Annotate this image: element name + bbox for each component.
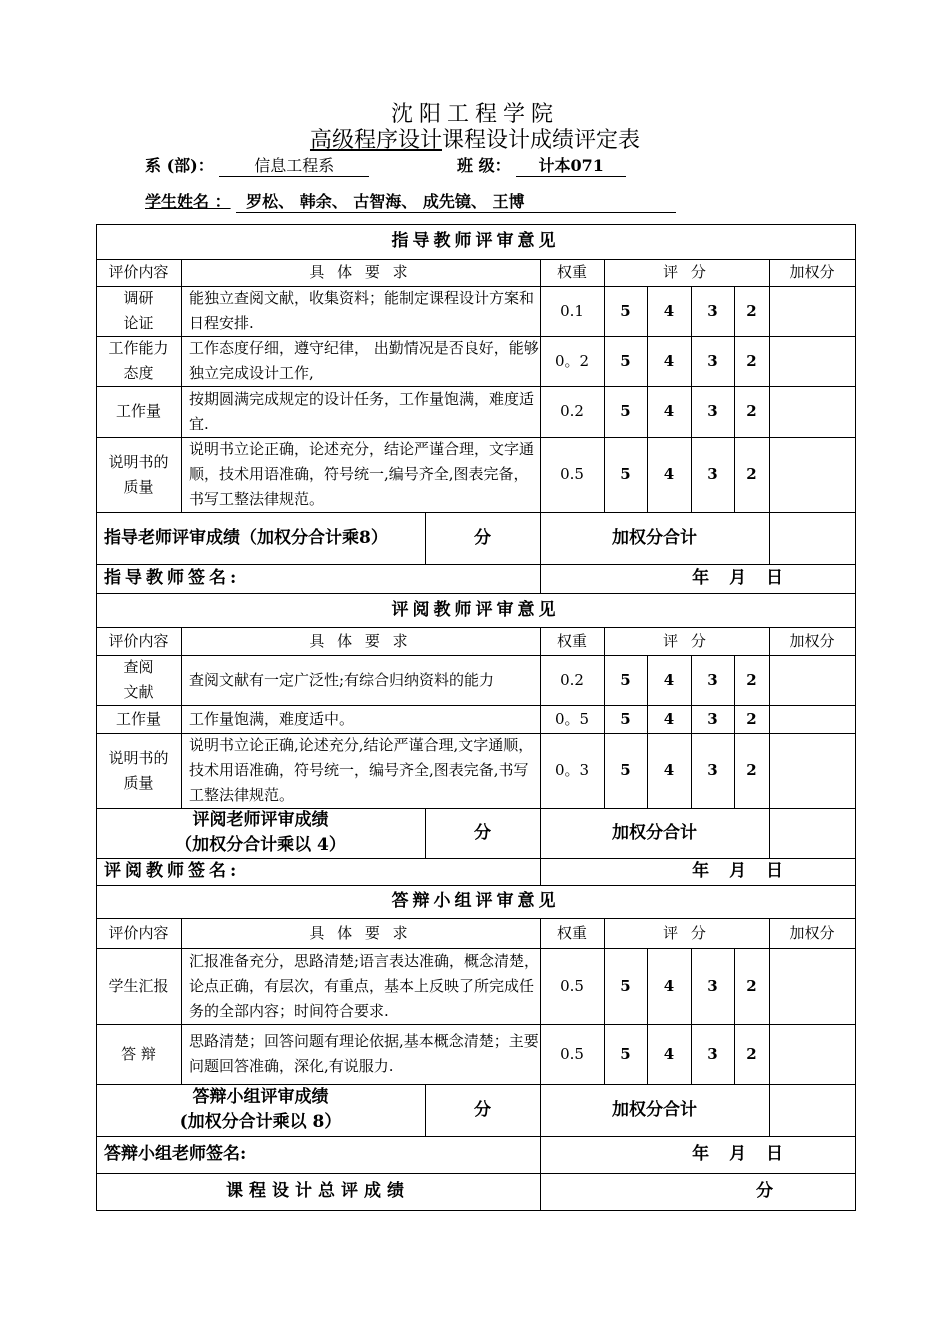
defense-score-option: 3 bbox=[707, 976, 718, 995]
defense-col-content: 评价内容 bbox=[108, 923, 169, 942]
table-rule bbox=[855, 1024, 856, 1085]
table-rule bbox=[734, 705, 735, 734]
table-rule bbox=[855, 1084, 856, 1137]
table-rule bbox=[604, 1024, 605, 1085]
advisor-col-requirement: 具 体 要 求 bbox=[309, 263, 412, 281]
advisor-row-weight: 0.1 bbox=[560, 301, 584, 320]
table-rule bbox=[734, 948, 735, 1025]
table-rule bbox=[96, 593, 97, 628]
advisor-score-option: 2 bbox=[746, 465, 757, 483]
reviewer-date: 年 月 日 bbox=[692, 861, 783, 881]
table-rule bbox=[181, 386, 182, 438]
table-rule bbox=[96, 858, 97, 886]
table-rule bbox=[604, 918, 605, 949]
defense-section-title: 答辩小组评审意见 bbox=[391, 891, 560, 911]
reviewer-grade-points: 分 bbox=[474, 822, 491, 843]
table-rule bbox=[604, 286, 605, 337]
table-rule bbox=[96, 655, 97, 706]
defense-row-item: 答 辩 bbox=[121, 1044, 156, 1063]
table-rule bbox=[181, 1024, 182, 1085]
table-rule bbox=[691, 948, 692, 1025]
advisor-score-option: 3 bbox=[707, 465, 718, 483]
advisor-section-title: 指导教师评审意见 bbox=[391, 231, 560, 251]
reviewer-row-weight: 0。3 bbox=[554, 761, 590, 779]
reviewer-col-weighted: 加权分 bbox=[789, 631, 835, 650]
table-rule bbox=[96, 564, 97, 594]
table-rule bbox=[540, 1084, 541, 1137]
table-rule bbox=[96, 386, 97, 438]
defense-score-option: 5 bbox=[620, 1044, 631, 1063]
reviewer-col-score: 评 分 bbox=[663, 631, 710, 650]
reviewer-score-option: 3 bbox=[707, 670, 718, 689]
defense-weighted-total: 加权分合计 bbox=[612, 1099, 697, 1120]
table-rule bbox=[855, 336, 856, 387]
reviewer-weighted-total-value bbox=[769, 808, 855, 858]
reviewer-score-option: 5 bbox=[620, 709, 631, 728]
table-rule bbox=[769, 437, 770, 513]
reviewer-row-weight: 0.2 bbox=[560, 670, 584, 689]
reviewer-col-weight: 权重 bbox=[556, 631, 587, 650]
reviewer-signature-label: 评阅教师签名: bbox=[104, 861, 241, 881]
table-rule bbox=[647, 733, 648, 809]
table-rule bbox=[604, 386, 605, 438]
defense-score-option: 5 bbox=[620, 976, 631, 995]
table-rule bbox=[96, 918, 97, 949]
table-rule bbox=[181, 733, 182, 809]
table-rule bbox=[604, 948, 605, 1025]
table-rule bbox=[181, 437, 182, 513]
table-rule bbox=[96, 512, 97, 565]
advisor-row-requirement: 按期圆满完成规定的设计任务，工作量饱满，难度适宜. bbox=[189, 389, 535, 433]
advisor-score-option: 3 bbox=[707, 351, 718, 370]
table-rule bbox=[691, 286, 692, 337]
table-rule bbox=[96, 1210, 856, 1211]
table-rule bbox=[769, 1024, 770, 1085]
table-rule bbox=[855, 1173, 856, 1211]
table-rule bbox=[855, 437, 856, 513]
table-rule bbox=[691, 336, 692, 387]
table-rule bbox=[181, 336, 182, 387]
table-rule bbox=[647, 1024, 648, 1085]
dept-value: 信息工程系 bbox=[219, 153, 369, 177]
table-rule bbox=[855, 655, 856, 706]
reviewer-weighted-total: 加权分合计 bbox=[612, 822, 697, 843]
table-rule bbox=[769, 286, 770, 337]
table-rule bbox=[540, 336, 541, 387]
advisor-score-option: 4 bbox=[663, 301, 675, 320]
table-rule bbox=[855, 948, 856, 1025]
advisor-weighted-total: 加权分合计 bbox=[612, 527, 697, 548]
table-rule bbox=[181, 705, 182, 734]
advisor-signature-label: 指导教师签名: bbox=[104, 568, 241, 588]
table-rule bbox=[540, 386, 541, 438]
advisor-score-option: 5 bbox=[620, 301, 631, 320]
table-rule bbox=[769, 733, 770, 809]
table-rule bbox=[855, 1136, 856, 1174]
defense-score-option: 4 bbox=[663, 976, 675, 995]
advisor-score-option: 5 bbox=[620, 402, 631, 420]
student-row bbox=[145, 189, 676, 213]
advisor-row-weighted-cell bbox=[769, 286, 855, 336]
reviewer-col-content: 评价内容 bbox=[108, 631, 169, 650]
table-rule bbox=[540, 564, 541, 594]
table-rule bbox=[769, 918, 770, 949]
advisor-score-option: 2 bbox=[746, 301, 757, 320]
final-grade-label: 课程设计总评成绩 bbox=[226, 1181, 410, 1201]
table-rule bbox=[540, 512, 541, 565]
table-rule bbox=[181, 918, 182, 949]
reviewer-grade-label: 评阅老师评审成绩 （加权分合计乘以 4） bbox=[175, 810, 346, 855]
advisor-col-weighted: 加权分 bbox=[789, 263, 835, 281]
table-rule bbox=[96, 286, 97, 337]
advisor-row-requirement: 说明书立论正确，论述充分，结论严谨合理，文字通顺，技术用语准确，符号统一,编号齐全,图表完备，书写工整法律规范。 bbox=[189, 440, 535, 508]
defense-score-option: 2 bbox=[746, 1044, 757, 1063]
table-rule bbox=[691, 386, 692, 438]
table-rule bbox=[734, 336, 735, 387]
class-row bbox=[457, 153, 626, 177]
advisor-score-option: 5 bbox=[620, 351, 631, 370]
table-rule bbox=[855, 885, 856, 919]
table-rule bbox=[96, 705, 97, 734]
reviewer-row-requirement: 说明书立论正确,论述充分,结论严谨合理,文字通顺，技术用语准确，符号统一，编号齐全,图表完备,书写工整法律规范。 bbox=[189, 736, 534, 804]
reviewer-row-weighted-cell bbox=[769, 733, 855, 808]
advisor-date: 年 月 日 bbox=[692, 568, 783, 588]
table-rule bbox=[96, 885, 97, 919]
reviewer-row-weight: 0。5 bbox=[554, 709, 590, 728]
defense-col-requirement: 具 体 要 求 bbox=[309, 923, 412, 942]
reviewer-score-option: 3 bbox=[707, 761, 718, 779]
table-rule bbox=[540, 627, 541, 656]
advisor-row-item: 工作量 bbox=[115, 402, 161, 420]
defense-row-requirement: 汇报准备充分，思路清楚;语言表达准确，概念清楚，论点正确，有层次，有重点，基本上反映了所完成任务的全部内容；时间符合要求. bbox=[189, 951, 540, 1020]
table-rule bbox=[734, 386, 735, 438]
reviewer-section-title: 评阅教师评审意见 bbox=[391, 599, 560, 620]
reviewer-score-option: 2 bbox=[746, 670, 757, 689]
final-grade-points: 分 bbox=[756, 1181, 773, 1201]
table-rule bbox=[96, 259, 97, 287]
defense-row-weighted-cell bbox=[769, 948, 855, 1024]
table-rule bbox=[181, 655, 182, 706]
table-rule bbox=[691, 437, 692, 513]
table-rule bbox=[96, 1024, 97, 1085]
table-rule bbox=[540, 918, 541, 949]
defense-weighted-total-value bbox=[769, 1084, 855, 1136]
advisor-score-option: 3 bbox=[707, 301, 718, 320]
table-rule bbox=[540, 655, 541, 706]
table-rule bbox=[604, 627, 605, 656]
table-rule bbox=[691, 655, 692, 706]
advisor-col-weight: 权重 bbox=[556, 263, 587, 281]
table-rule bbox=[734, 733, 735, 809]
table-rule bbox=[734, 1024, 735, 1085]
advisor-row-weight: 0.2 bbox=[560, 402, 584, 420]
advisor-col-content: 评价内容 bbox=[108, 263, 169, 281]
table-rule bbox=[855, 259, 856, 287]
table-rule bbox=[855, 564, 856, 594]
table-rule bbox=[855, 286, 856, 337]
defense-row-weight: 0.5 bbox=[560, 1044, 584, 1063]
table-rule bbox=[769, 336, 770, 387]
class-label: 班 级： bbox=[457, 156, 511, 175]
advisor-row-weight: 0.5 bbox=[560, 465, 584, 483]
reviewer-score-option: 4 bbox=[663, 670, 675, 689]
advisor-row-weight: 0。2 bbox=[554, 351, 590, 370]
defense-score-option: 3 bbox=[707, 1044, 718, 1063]
defense-row-weighted-cell bbox=[769, 1024, 855, 1084]
school-name: 沈阳工程学院 bbox=[390, 102, 559, 127]
advisor-score-option: 2 bbox=[746, 402, 757, 420]
table-rule bbox=[604, 655, 605, 706]
table-rule bbox=[855, 593, 856, 628]
table-rule bbox=[647, 437, 648, 513]
table-rule bbox=[540, 259, 541, 287]
table-rule bbox=[855, 627, 856, 656]
table-rule bbox=[96, 627, 97, 656]
table-rule bbox=[540, 858, 541, 886]
table-rule bbox=[734, 286, 735, 337]
table-rule bbox=[96, 808, 97, 859]
defense-row-weight: 0.5 bbox=[560, 976, 584, 995]
table-rule bbox=[96, 437, 97, 513]
reviewer-row-weighted-cell bbox=[769, 655, 855, 705]
advisor-row-item: 工作能力 态度 bbox=[108, 339, 169, 382]
table-rule bbox=[769, 655, 770, 706]
reviewer-score-option: 5 bbox=[620, 670, 631, 689]
advisor-grade-label: 指导老师评审成绩（加权分合计乘8） bbox=[104, 527, 388, 548]
table-rule bbox=[540, 286, 541, 337]
table-rule bbox=[734, 655, 735, 706]
table-rule bbox=[691, 733, 692, 809]
reviewer-score-option: 3 bbox=[707, 709, 718, 728]
defense-signature-label: 答辩小组老师签名: bbox=[104, 1144, 247, 1164]
advisor-score-option: 4 bbox=[663, 351, 675, 370]
advisor-row-weighted-cell bbox=[769, 336, 855, 386]
table-rule bbox=[425, 1084, 426, 1137]
advisor-score-option: 3 bbox=[707, 402, 718, 420]
defense-row-item: 学生汇报 bbox=[108, 976, 169, 995]
table-rule bbox=[855, 512, 856, 565]
advisor-score-option: 2 bbox=[746, 351, 757, 370]
table-rule bbox=[769, 1084, 770, 1137]
defense-col-score: 评 分 bbox=[663, 923, 710, 942]
table-rule bbox=[769, 808, 770, 859]
table-rule bbox=[604, 259, 605, 287]
table-rule bbox=[604, 733, 605, 809]
table-rule bbox=[734, 437, 735, 513]
table-rule bbox=[540, 948, 541, 1025]
reviewer-row-item: 查阅 文献 bbox=[123, 658, 154, 701]
table-rule bbox=[855, 386, 856, 438]
table-rule bbox=[540, 705, 541, 734]
advisor-row-requirement: 能独立查阅文献，收集资料；能制定课程设计方案和日程安排. bbox=[189, 289, 535, 332]
table-rule bbox=[540, 1136, 541, 1174]
advisor-col-score: 评 分 bbox=[663, 263, 710, 281]
student-label: 学生姓名 ： bbox=[145, 192, 231, 211]
table-rule bbox=[769, 386, 770, 438]
table-rule bbox=[769, 705, 770, 734]
table-rule bbox=[647, 336, 648, 387]
table-rule bbox=[604, 437, 605, 513]
reviewer-score-option: 2 bbox=[746, 709, 757, 728]
table-rule bbox=[855, 858, 856, 886]
class-value: 计本071 bbox=[516, 153, 626, 177]
table-rule bbox=[647, 655, 648, 706]
table-rule bbox=[540, 437, 541, 513]
table-rule bbox=[540, 1173, 541, 1211]
reviewer-row-item: 说明书的 质量 bbox=[108, 748, 169, 792]
reviewer-score-option: 2 bbox=[746, 761, 757, 779]
table-rule bbox=[181, 259, 182, 287]
table-rule bbox=[96, 1173, 97, 1211]
table-rule bbox=[96, 224, 97, 260]
table-rule bbox=[425, 512, 426, 565]
table-rule bbox=[691, 1024, 692, 1085]
table-rule bbox=[540, 733, 541, 809]
defense-grade-points: 分 bbox=[474, 1099, 491, 1120]
table-rule bbox=[604, 336, 605, 387]
table-rule bbox=[647, 705, 648, 734]
defense-grade-label: 答辩小组评审成绩 (加权分合计乘以 8） bbox=[179, 1087, 342, 1132]
table-rule bbox=[855, 705, 856, 734]
form-title-text: 课程设计成绩评定表 bbox=[442, 128, 641, 153]
table-rule bbox=[855, 224, 856, 260]
defense-row-requirement: 思路清楚；回答问题有理论依据,基本概念清楚；主要问题回答准确，深化,有说服力. bbox=[189, 1032, 539, 1075]
table-rule bbox=[96, 1084, 97, 1137]
advisor-row-weighted-cell bbox=[769, 437, 855, 512]
table-rule bbox=[96, 733, 97, 809]
defense-col-weight: 权重 bbox=[556, 923, 587, 942]
table-rule bbox=[96, 1136, 97, 1174]
table-rule bbox=[691, 705, 692, 734]
table-rule bbox=[769, 512, 770, 565]
advisor-row-requirement: 工作态度仔细，遵守纪律， 出勤情况是否良好，能够独立完成设计工作, bbox=[189, 339, 539, 382]
table-rule bbox=[855, 733, 856, 809]
student-names: 罗松、 韩余、 古智海、 成先镜、 王博 bbox=[236, 189, 676, 213]
advisor-score-option: 4 bbox=[663, 402, 675, 420]
table-rule bbox=[425, 808, 426, 859]
defense-score-option: 2 bbox=[746, 976, 757, 995]
reviewer-score-option: 4 bbox=[663, 761, 675, 779]
table-rule bbox=[855, 808, 856, 859]
table-rule bbox=[96, 948, 97, 1025]
table-rule bbox=[181, 948, 182, 1025]
table-rule bbox=[181, 286, 182, 337]
advisor-grade-points: 分 bbox=[474, 527, 491, 548]
advisor-row-item: 说明书的 质量 bbox=[108, 452, 169, 496]
defense-date: 年 月 日 bbox=[692, 1144, 783, 1164]
table-rule bbox=[647, 948, 648, 1025]
reviewer-row-requirement: 工作量饱满，难度适中。 bbox=[189, 709, 355, 728]
dept-label: 系 (部)： bbox=[145, 156, 214, 175]
advisor-row-item: 调研 论证 bbox=[123, 289, 154, 332]
table-rule bbox=[540, 1024, 541, 1085]
table-rule bbox=[96, 336, 97, 387]
table-rule bbox=[604, 705, 605, 734]
advisor-score-option: 4 bbox=[663, 465, 675, 483]
dept-row bbox=[145, 153, 369, 177]
table-rule bbox=[647, 386, 648, 438]
table-rule bbox=[769, 948, 770, 1025]
reviewer-score-option: 4 bbox=[663, 709, 675, 728]
reviewer-col-requirement: 具 体 要 求 bbox=[309, 631, 412, 650]
advisor-row-weighted-cell bbox=[769, 386, 855, 437]
defense-col-weighted: 加权分 bbox=[789, 923, 835, 942]
table-rule bbox=[769, 259, 770, 287]
reviewer-row-requirement: 查阅文献有一定广泛性;有综合归纳资料的能力 bbox=[189, 670, 495, 689]
form-title bbox=[0, 123, 950, 154]
reviewer-row-item: 工作量 bbox=[115, 709, 161, 728]
defense-score-option: 4 bbox=[663, 1044, 675, 1063]
table-rule bbox=[540, 808, 541, 859]
table-rule bbox=[647, 286, 648, 337]
table-rule bbox=[855, 918, 856, 949]
reviewer-row-weighted-cell bbox=[769, 705, 855, 733]
advisor-weighted-total-value bbox=[769, 512, 855, 564]
advisor-score-option: 5 bbox=[620, 465, 631, 483]
reviewer-score-option: 5 bbox=[620, 761, 631, 779]
table-rule bbox=[181, 627, 182, 656]
table-rule bbox=[769, 627, 770, 656]
course-name: 高级程序设计 bbox=[309, 128, 442, 153]
